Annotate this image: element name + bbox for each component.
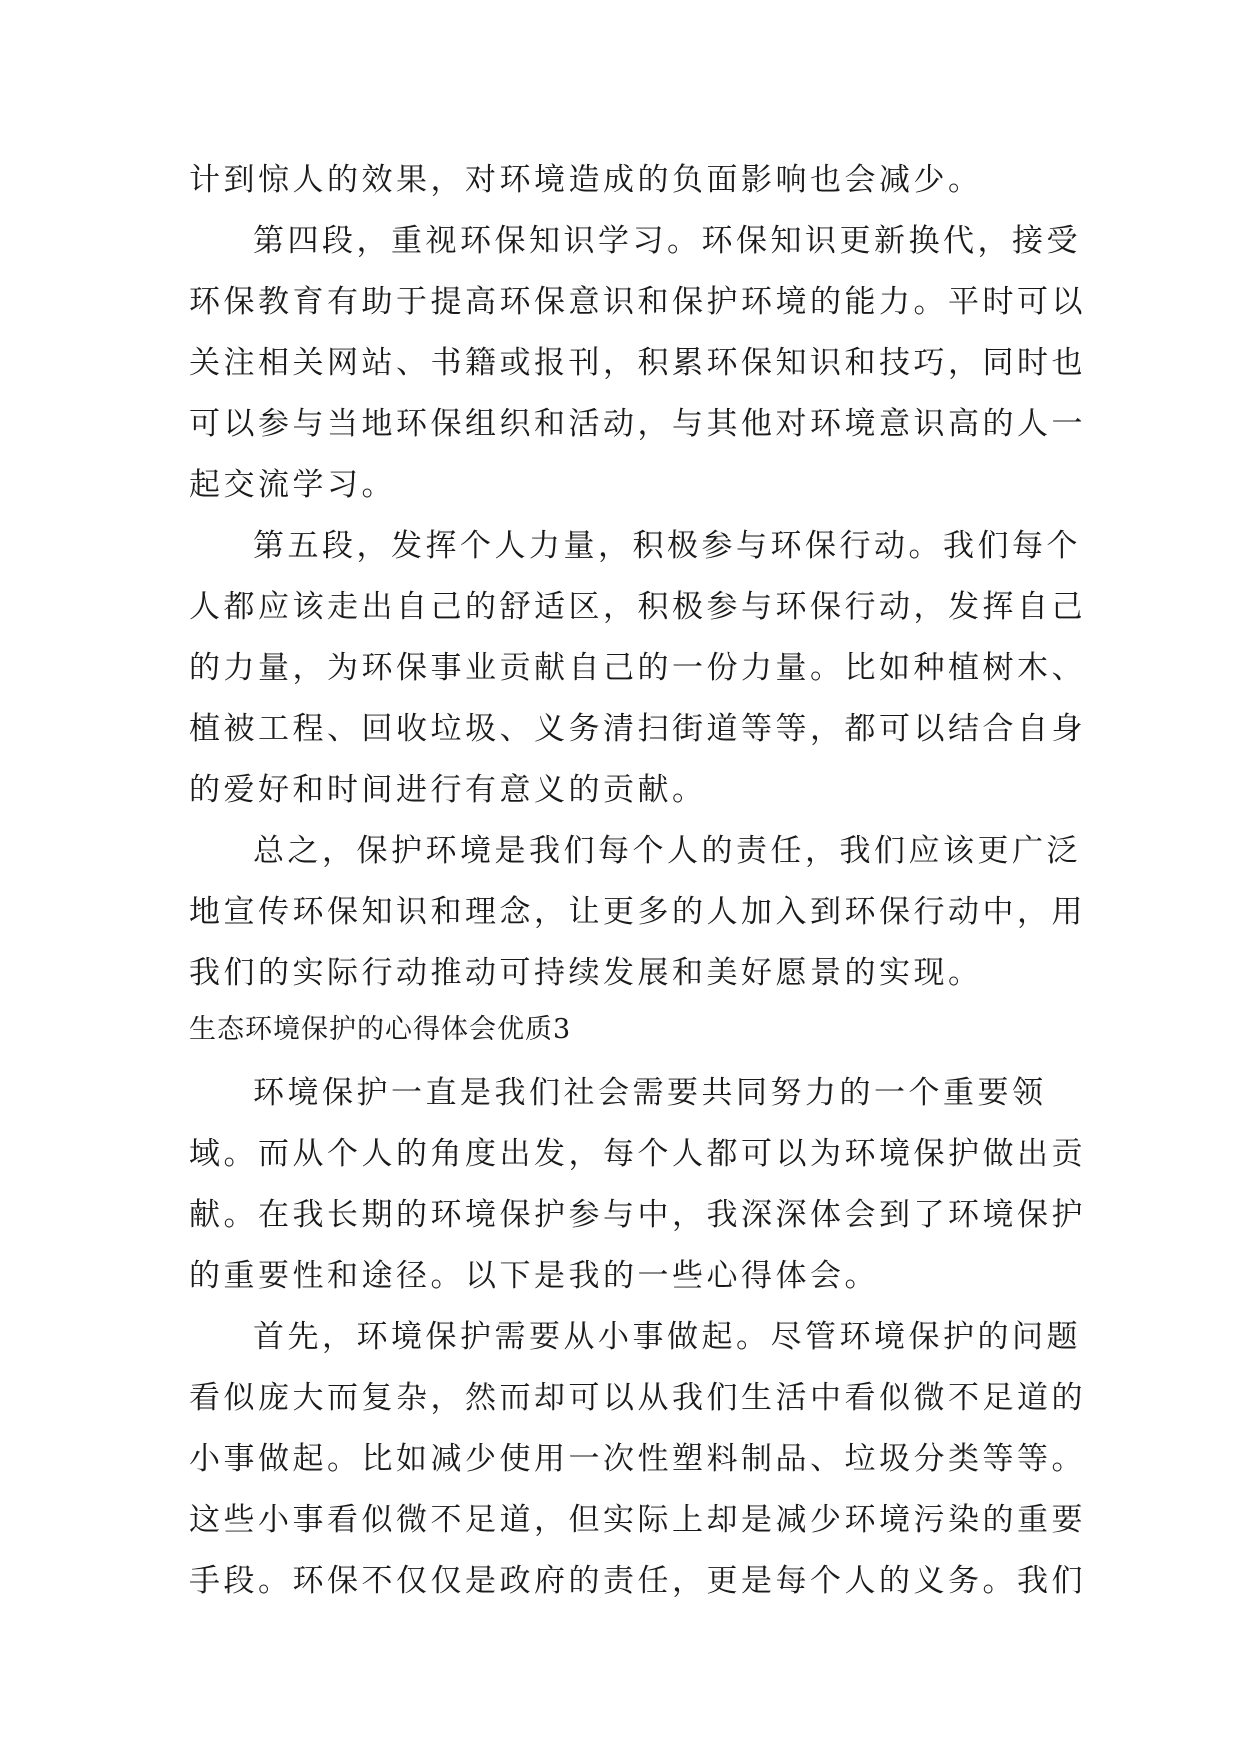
- text-line: 地宣传环保知识和理念，让更多的人加入到环保行动中，用: [189, 894, 1086, 930]
- paragraph-continued: [189, 150, 1051, 211]
- text-line: 小事做起。比如减少使用一次性塑料制品、垃圾分类等等。: [189, 1441, 1086, 1477]
- paragraph-summary: [189, 821, 1086, 1004]
- text-line: 植被工程、回收垃圾、义务清扫街道等等，都可以结合自身: [189, 711, 1086, 747]
- text-line: 环保教育有助于提高环保意识和保护环境的能力。平时可以: [189, 284, 1086, 320]
- text-line: 看似庞大而复杂，然而却可以从我们生活中看似微不足道的: [189, 1380, 1086, 1416]
- text-line: 的爱好和时间进行有意义的贡献。: [189, 772, 707, 808]
- text-line: 关注相关网站、书籍或报刊，积累环保知识和技巧，同时也: [189, 345, 1086, 381]
- paragraph-4: [189, 211, 1086, 516]
- paragraph-5: [189, 516, 1086, 821]
- paragraph-first: [189, 1307, 1086, 1612]
- text-line: 起交流学习。: [189, 467, 396, 503]
- text-line: 可以参与当地环保组织和活动，与其他对环境意识高的人一: [189, 406, 1086, 442]
- document-body: [189, 150, 1086, 1612]
- text-line: 域。而从个人的角度出发，每个人都可以为环境保护做出贡: [189, 1136, 1086, 1172]
- text-line: 人都应该走出自己的舒适区，积极参与环保行动，发挥自己: [189, 589, 1086, 625]
- paragraph-intro: [189, 1063, 1086, 1307]
- text-line: 环境保护一直是我们社会需要共同努力的一个重要领: [253, 1075, 1047, 1111]
- text-line: 第四段，重视环保知识学习。环保知识更新换代，接受: [253, 223, 1081, 259]
- text-line: 我们的实际行动推动可持续发展和美好愿景的实现。: [189, 955, 983, 991]
- text-line: 手段。环保不仅仅是政府的责任，更是每个人的义务。我们: [189, 1563, 1086, 1599]
- section-title: 生态环境保护的心得体会优质3: [189, 1014, 572, 1045]
- text-line: 首先，环境保护需要从小事做起。尽管环境保护的问题: [253, 1319, 1081, 1355]
- text-line: 的重要性和途径。以下是我的一些心得体会。: [189, 1258, 879, 1294]
- text-line: 计到惊人的效果，对环境造成的负面影响也会减少。: [189, 162, 983, 198]
- text-line: 献。在我长期的环境保护参与中，我深深体会到了环境保护: [189, 1197, 1086, 1233]
- text-line: 这些小事看似微不足道，但实际上却是减少环境污染的重要: [189, 1502, 1086, 1538]
- text-line: 总之，保护环境是我们每个人的责任，我们应该更广泛: [253, 833, 1081, 869]
- text-line: 第五段，发挥个人力量，积极参与环保行动。我们每个: [253, 528, 1081, 564]
- text-line: 的力量，为环保事业贡献自己的一份力量。比如种植树木、: [189, 650, 1086, 686]
- spacer: [189, 1056, 1051, 1063]
